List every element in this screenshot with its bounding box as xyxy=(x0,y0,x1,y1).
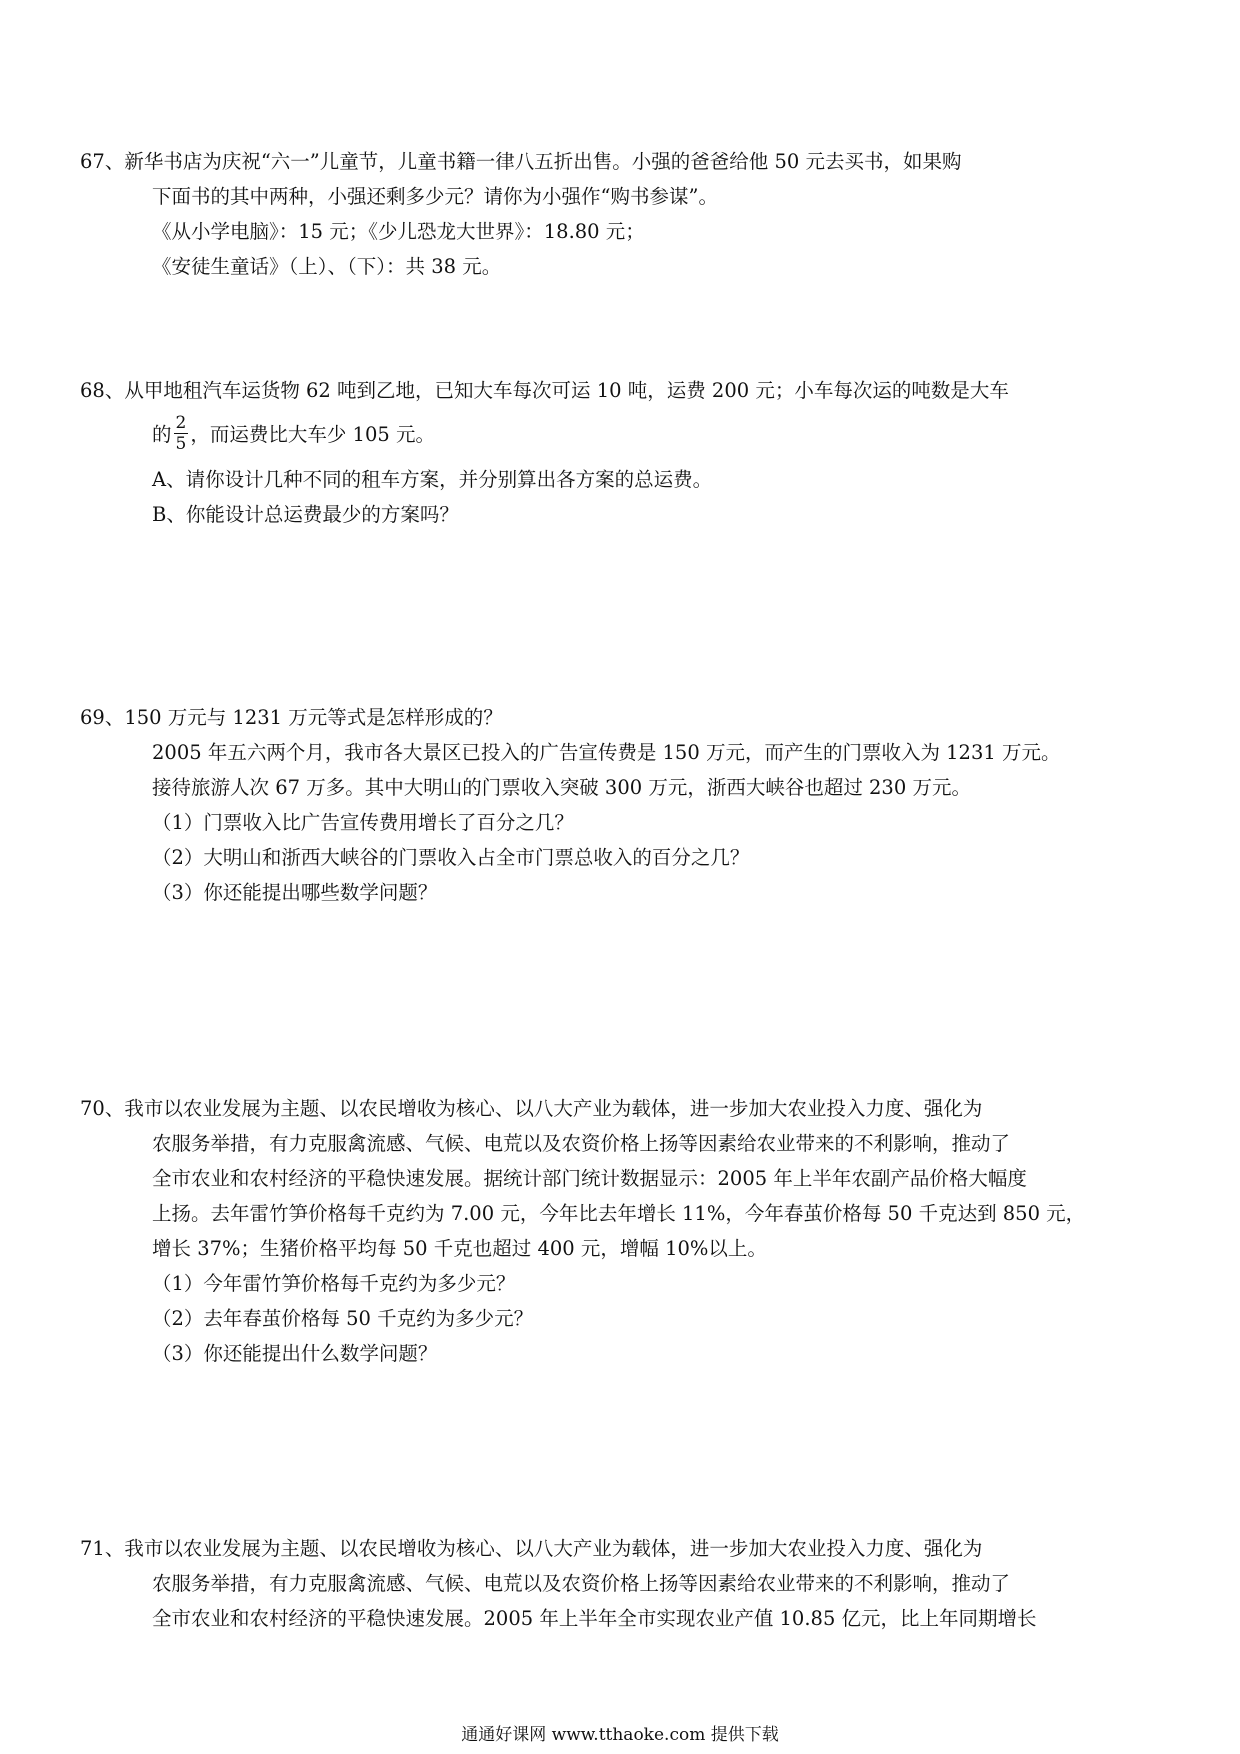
problem-71 xyxy=(80,1531,1140,1636)
problem-text-line: 下面书的其中两种，小强还剩多少元？请你为小强作“购书参谋”。 xyxy=(152,185,718,208)
fraction-denominator: 5 xyxy=(175,434,187,454)
book-price-line: 《安徒生童话》（上）、（下）：共 38 元。 xyxy=(152,255,502,278)
fraction xyxy=(174,413,189,454)
sub-question: （2）去年春茧价格每 50 千克约为多少元？ xyxy=(152,1307,534,1330)
sub-question: （1）门票收入比广告宣传费用增长了百分之几？ xyxy=(152,811,574,834)
text-fragment: ，而运费比大车少 105 元。 xyxy=(190,423,435,446)
problem-text-line: 接待旅游人次 67 万多。其中大明山的门票收入突破 300 万元，浙西大峡谷也超过 230 万元。 xyxy=(152,776,971,799)
problem-text-line: 农服务举措，有力克服禽流感、气候、电荒以及农资价格上扬等因素给农业带来的不利影响，推动了 xyxy=(152,1132,1011,1155)
problem-67 xyxy=(80,144,1140,284)
problem-text-line: 增长 37%；生猪价格平均每 50 千克也超过 400 元，增幅 10%以上。 xyxy=(152,1237,767,1260)
book-price-line: 《从小学电脑》：15 元；《少儿恐龙大世界》：18.80 元； xyxy=(152,220,645,243)
sub-question: （1）今年雷竹笋价格每千克约为多少元？ xyxy=(152,1272,516,1295)
sub-question: （3）你还能提出什么数学问题？ xyxy=(152,1342,438,1365)
problem-text-line: 68、从甲地租汽车运货物 62 吨到乙地，已知大车每次可运 10 吨，运费 200 元；小车每次运的吨数是大车 xyxy=(80,379,1009,402)
problem-text-line: 上扬。去年雷竹笋价格每千克约为 7.00 元，今年比去年增长 11%，今年春茧价格每 50 千克达到 850 元， xyxy=(152,1202,1086,1225)
problem-68 xyxy=(80,373,1140,532)
problem-text-line: 2005 年五六两个月，我市各大景区已投入的广告宣传费是 150 万元，而产生的门票收入为 1231 万元。 xyxy=(152,741,1061,764)
problem-70 xyxy=(80,1091,1140,1371)
sub-question: A、请你设计几种不同的租车方案，并分别算出各方案的总运费。 xyxy=(152,468,713,491)
fraction-numerator: 2 xyxy=(175,413,187,433)
problem-text-line: 全市农业和农村经济的平稳快速发展。2005 年上半年全市实现农业产值 10.85 亿元，比上年同期增长 xyxy=(152,1607,1037,1630)
problem-text-line: 70、我市以农业发展为主题、以农民增收为核心、以八大产业为载体，进一步加大农业投入力度、强化为 xyxy=(80,1097,983,1120)
problem-text-line: 69、150 万元与 1231 万元等式是怎样形成的？ xyxy=(80,706,503,729)
problem-text-line: 67、新华书店为庆祝“六一”儿童节，儿童书籍一律八五折出售。小强的爸爸给他 50 元去买书，如果购 xyxy=(80,150,962,173)
text-fragment: 的 xyxy=(152,423,172,446)
sub-question: B、你能设计总运费最少的方案吗？ xyxy=(152,503,459,526)
problem-text-line: 71、我市以农业发展为主题、以农民增收为核心、以八大产业为载体，进一步加大农业投入力度、强化为 xyxy=(80,1537,983,1560)
problem-69 xyxy=(80,700,1140,910)
problem-text-line: 农服务举措，有力克服禽流感、气候、电荒以及农资价格上扬等因素给农业带来的不利影响，推动了 xyxy=(152,1572,1011,1595)
problem-text-line xyxy=(80,408,1140,462)
sub-question: （3）你还能提出哪些数学问题？ xyxy=(152,881,438,904)
sub-question: （2）大明山和浙西大峡谷的门票收入占全市门票总收入的百分之几？ xyxy=(152,846,750,869)
page-footer: 通通好课网 www.tthaoke.com 提供下载 xyxy=(461,1725,779,1745)
problem-text-line: 全市农业和农村经济的平稳快速发展。据统计部门统计数据显示：2005 年上半年农副产品价格大幅度 xyxy=(152,1167,1027,1190)
